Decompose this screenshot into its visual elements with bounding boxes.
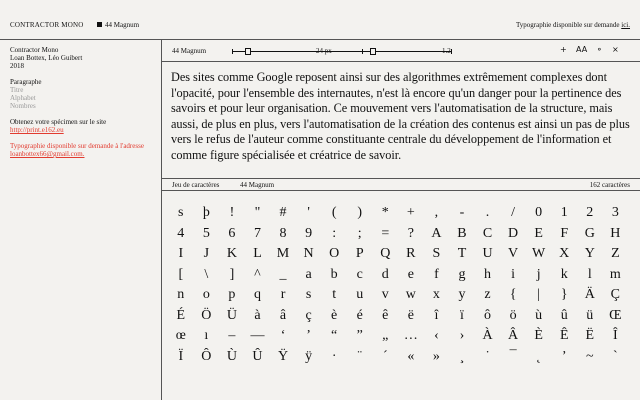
glyph-cell[interactable]: - — [459, 205, 465, 220]
sidebar-authors: Loan Bottex, Léo Guibert — [10, 54, 83, 62]
glyph-cell[interactable]: — — [250, 328, 265, 343]
glyph-cell[interactable]: Œ — [609, 307, 622, 323]
glyph-cell[interactable]: ˙ — [485, 348, 490, 364]
glyph-cell[interactable]: m — [609, 266, 621, 282]
glyph-cell[interactable]: c — [356, 266, 363, 282]
glyph-cell[interactable]: k — [560, 266, 568, 282]
glyph-cell[interactable]: a — [305, 266, 312, 282]
glyph-cell[interactable]: " — [254, 205, 261, 220]
glyph-cell[interactable]: ô — [484, 307, 492, 323]
glyph-cell[interactable]: « — [407, 348, 415, 364]
leading-slider-end-tick — [451, 49, 452, 54]
glyph-cell[interactable]: * — [381, 205, 389, 220]
glyph-cell[interactable]: j — [536, 266, 541, 282]
glyph-cell[interactable]: é — [356, 307, 363, 323]
size-slider-handle[interactable] — [245, 48, 251, 55]
glyph-cell[interactable]: Ë — [585, 328, 595, 343]
glyph-cell[interactable]: v — [381, 287, 389, 302]
glyph-row — [168, 265, 628, 286]
glyph-cell[interactable]: 8 — [279, 225, 287, 241]
glyph-cell[interactable]: G — [584, 225, 595, 241]
glyph-cell[interactable]: y — [458, 287, 466, 302]
sidebar-mode-alphabet[interactable]: Alphabet — [10, 94, 36, 102]
glyph-cell[interactable]: 3 — [611, 205, 619, 220]
glyph-row — [168, 306, 628, 327]
glyph-cell[interactable]: l — [587, 266, 592, 282]
glyph-cell[interactable]: S — [432, 246, 441, 261]
glyph-cell[interactable]: r — [280, 287, 286, 302]
glyph-cell[interactable]: s — [305, 287, 312, 302]
glyph-cell[interactable]: Ç — [610, 287, 621, 302]
glyph-cell[interactable]: ù — [535, 307, 543, 323]
charset-label: Jeu de caractères — [172, 181, 220, 189]
glyph-cell[interactable]: ) — [357, 205, 363, 220]
glyph-cell[interactable]: ´ — [382, 348, 388, 364]
charset-count: 162 caractères — [589, 181, 630, 189]
square-icon — [97, 22, 102, 27]
glyph-cell[interactable]: # — [279, 205, 287, 220]
size-value: 24 px — [316, 47, 332, 55]
sample-paragraph[interactable]: Des sites comme Google reposent ainsi sur des algorithmes extrêmement complexes dont l'opacité, pour l'ensemble des internautes, n'est là encore qu'un danger pour la pertinence des savoirs et pour leur organisation. Ce mouvement vers l'automatisation de la structure, mais aussi, de plus en plus, vers l'automatisation de la création des contenus est ainsi un pas de plus vers le refus de l'auteur comme constituante centrale du développement de l'information et comme figure spécialisée et créatrice de savoir. — [171, 70, 630, 162]
glyph-cell[interactable]: · — [331, 348, 337, 364]
glyph-cell[interactable]: L — [253, 246, 262, 261]
glyph-cell[interactable]: ö — [509, 307, 517, 323]
glyph-cell[interactable]: o — [202, 287, 210, 302]
glyph-cell[interactable]: A — [431, 225, 442, 241]
glyph-cell[interactable]: Ô — [201, 348, 212, 364]
glyph-cell[interactable]: à — [254, 307, 261, 323]
glyph-cell[interactable]: M — [276, 246, 290, 261]
glyph-cell[interactable]: J — [203, 246, 210, 261]
vertical-divider — [161, 40, 162, 400]
glyph-cell[interactable]: » — [432, 348, 440, 364]
glyph-cell[interactable]: ı — [204, 328, 209, 343]
glyph-cell[interactable]: Î — [613, 328, 618, 343]
glyph-cell[interactable]: K — [226, 246, 237, 261]
glyph-cell[interactable]: Ÿ — [277, 348, 289, 364]
availability-text: Typographie disponible sur demande — [515, 21, 620, 29]
invert-icon[interactable]: ⚬ — [596, 45, 603, 54]
glyph-cell[interactable]: T — [457, 246, 467, 261]
glyph-cell[interactable]: ; — [357, 225, 362, 241]
charset-header — [162, 178, 640, 191]
glyph-cell[interactable]: À — [482, 328, 493, 343]
glyph-cell[interactable]: H — [610, 225, 621, 241]
glyph-cell[interactable]: b — [330, 266, 338, 282]
glyph-cell[interactable]: ü — [586, 307, 594, 323]
glyph-cell[interactable]: N — [303, 246, 314, 261]
glyph-cell[interactable]: Z — [611, 246, 620, 261]
glyph-cell[interactable]: = — [381, 225, 390, 241]
leading-value: 1.2 — [442, 47, 451, 55]
glyph-cell[interactable]: Ê — [559, 328, 569, 343]
top-bar — [0, 0, 640, 40]
glyph-cell[interactable]: ” — [356, 328, 363, 343]
glyph-cell[interactable]: X — [559, 246, 570, 261]
glyph-cell[interactable]: ~ — [585, 348, 594, 364]
glyph-cell[interactable]: _ — [279, 266, 287, 282]
glyph-cell[interactable]: h — [484, 266, 492, 282]
glyph-cell[interactable]: 4 — [177, 225, 185, 241]
availability-note — [516, 21, 630, 29]
glyph-cell[interactable]: q — [253, 287, 261, 302]
glyph-cell[interactable]: w — [405, 287, 416, 302]
glyph-cell[interactable]: 1 — [560, 205, 568, 220]
glyph-cell[interactable]: ( — [331, 205, 337, 220]
glyph-cell[interactable]: É — [176, 307, 186, 323]
glyph-cell[interactable]: D — [508, 225, 519, 241]
glyph-row — [168, 285, 628, 306]
glyph-cell[interactable]: ] — [229, 266, 235, 282]
glyph-cell[interactable]: „ — [382, 328, 389, 343]
font-family-select[interactable]: 44 Magnum — [172, 47, 207, 55]
glyph-row — [168, 224, 628, 245]
glyph-cell[interactable]: n — [177, 287, 185, 302]
glyph-cell[interactable]: d — [381, 266, 389, 282]
specimen-link[interactable]: http://print.e162.eu — [10, 126, 64, 134]
glyph-cell[interactable]: ‘ — [280, 328, 286, 343]
glyph-row — [168, 326, 628, 347]
glyph-cell[interactable]: › — [459, 328, 465, 343]
glyph-cell[interactable]: … — [403, 328, 418, 343]
sidebar-year: 2018 — [10, 62, 24, 70]
glyph-cell[interactable]: ! — [229, 205, 235, 220]
glyph-cell[interactable]: ˛ — [536, 348, 541, 364]
glyph-cell[interactable]: [ — [178, 266, 184, 282]
glyph-cell[interactable]: ç — [305, 307, 312, 323]
glyph-cell[interactable]: 6 — [228, 225, 236, 241]
sidebar-mode-paragraph[interactable]: Paragraphe — [10, 78, 42, 86]
glyph-cell[interactable]: + — [406, 205, 415, 220]
case-toggle-button[interactable]: AA — [576, 45, 588, 54]
glyph-cell[interactable]: 5 — [202, 225, 210, 241]
size-slider-start-tick — [232, 49, 233, 54]
glyph-cell[interactable]: , — [434, 205, 439, 220]
brand-name[interactable]: CONTRACTOR MONO — [10, 21, 84, 29]
glyph-cell[interactable]: “ — [331, 328, 338, 343]
glyph-cell[interactable]: P — [355, 246, 364, 261]
glyph-cell[interactable]: I — [178, 246, 184, 261]
glyph-cell[interactable]: E — [534, 225, 543, 241]
leading-slider[interactable] — [362, 51, 452, 52]
specimen-note — [10, 118, 158, 134]
glyph-cell[interactable]: e — [407, 266, 414, 282]
glyph-cell[interactable]: f — [434, 266, 439, 282]
glyph-cell[interactable]: ‹ — [434, 328, 439, 343]
sidebar — [10, 46, 158, 158]
glyph-cell[interactable]: è — [331, 307, 338, 323]
glyph-cell[interactable]: x — [432, 287, 440, 302]
add-icon[interactable]: + — [560, 45, 567, 54]
glyph-cell[interactable]: Y — [584, 246, 595, 261]
glyph-cell[interactable]: u — [356, 287, 364, 302]
sidebar-font-name: Contractor Mono — [10, 46, 59, 54]
toolbar — [162, 40, 640, 62]
charset-family: 44 Magnum — [240, 181, 275, 189]
leading-slider-handle[interactable] — [370, 48, 376, 55]
glyph-cell[interactable]: i — [511, 266, 516, 282]
request-text: Typographie disponible sur demande à l'adresse — [10, 142, 144, 150]
glyph-cell[interactable]: ^ — [254, 266, 261, 282]
glyph-cell[interactable]: ï — [460, 307, 464, 323]
glyph-cell[interactable]: t — [332, 287, 337, 302]
glyph-cell[interactable]: p — [228, 287, 236, 302]
glyph-cell[interactable]: î — [434, 307, 439, 323]
glyph-cell[interactable]: g — [458, 266, 466, 282]
glyph-cell[interactable]: V — [508, 246, 519, 261]
glyph-cell[interactable]: Û — [252, 348, 263, 364]
glyph-cell[interactable]: ’ — [306, 328, 311, 343]
leading-slider-start-tick — [362, 49, 363, 54]
glyph-cell[interactable]: Ä — [584, 287, 595, 302]
glyph-cell[interactable]: ` — [613, 348, 618, 364]
glyph-cell[interactable]: û — [560, 307, 568, 323]
glyph-cell[interactable]: U — [482, 246, 493, 261]
glyph-cell[interactable]: F — [560, 225, 569, 241]
size-slider[interactable] — [232, 51, 372, 52]
glyph-cell[interactable]: ѕ — [178, 205, 184, 220]
glyph-cell[interactable]: Â — [508, 328, 519, 343]
glyph-cell[interactable]: Ù — [226, 348, 237, 364]
glyph-cell[interactable]: â — [279, 307, 287, 323]
glyph-cell[interactable]: ' — [307, 205, 310, 220]
current-font-tag — [97, 21, 139, 29]
glyph-cell[interactable]: 2 — [586, 205, 594, 220]
specimen-text: Obtenez votre spécimen sur le site — [10, 118, 107, 126]
glyph-cell[interactable]: 0 — [535, 205, 543, 220]
glyph-cell[interactable]: R — [406, 246, 416, 261]
glyph-cell[interactable]: . — [485, 205, 490, 220]
glyph-cell[interactable]: – — [228, 328, 236, 343]
glyph-cell[interactable]: œ — [175, 328, 186, 343]
glyph-row — [168, 244, 628, 265]
glyph-grid — [168, 203, 628, 367]
glyph-row — [168, 203, 628, 224]
glyph-cell[interactable]: È — [534, 328, 543, 343]
request-email-link[interactable]: loanbottex66@gmail.com. — [10, 150, 85, 158]
availability-link[interactable]: ici. — [621, 21, 630, 29]
glyph-cell[interactable]: ¨ — [357, 348, 363, 364]
glyph-cell[interactable]: 9 — [305, 225, 313, 241]
glyph-cell[interactable]: z — [484, 287, 491, 302]
glyph-cell[interactable]: ÿ — [305, 348, 313, 364]
glyph-cell[interactable]: : — [332, 225, 337, 241]
glyph-cell[interactable]: Ü — [226, 307, 237, 323]
glyph-cell[interactable]: ê — [382, 307, 389, 323]
glyph-cell[interactable]: 7 — [253, 225, 261, 241]
glyph-cell[interactable]: B — [457, 225, 467, 241]
glyph-cell[interactable]: Ö — [201, 307, 212, 323]
glyph-cell[interactable]: Ï — [178, 348, 184, 364]
current-font-label: 44 Magnum — [105, 21, 140, 29]
glyph-cell[interactable]: ë — [407, 307, 414, 323]
glyph-row — [168, 347, 628, 368]
glyph-cell[interactable]: C — [482, 225, 493, 241]
glyph-cell[interactable]: Q — [380, 246, 391, 261]
glyph-cell[interactable]: ? — [407, 225, 414, 241]
close-icon[interactable]: × — [612, 45, 619, 54]
glyph-cell[interactable]: þ — [202, 205, 210, 220]
glyph-cell[interactable]: W — [532, 246, 546, 261]
glyph-cell[interactable]: ¯ — [509, 348, 517, 364]
glyph-cell[interactable]: ¸ — [459, 348, 465, 364]
glyph-cell[interactable]: \ — [204, 266, 209, 282]
sidebar-mode-title[interactable]: Titre — [10, 86, 24, 94]
sidebar-mode-numbers[interactable]: Nombres — [10, 102, 36, 110]
glyph-cell[interactable]: | — [537, 287, 541, 302]
glyph-cell[interactable]: ʼ — [561, 348, 567, 364]
glyph-cell[interactable]: O — [329, 246, 340, 261]
glyph-cell[interactable]: } — [560, 287, 568, 302]
glyph-cell[interactable]: / — [511, 205, 516, 220]
glyph-cell[interactable]: { — [509, 287, 517, 302]
